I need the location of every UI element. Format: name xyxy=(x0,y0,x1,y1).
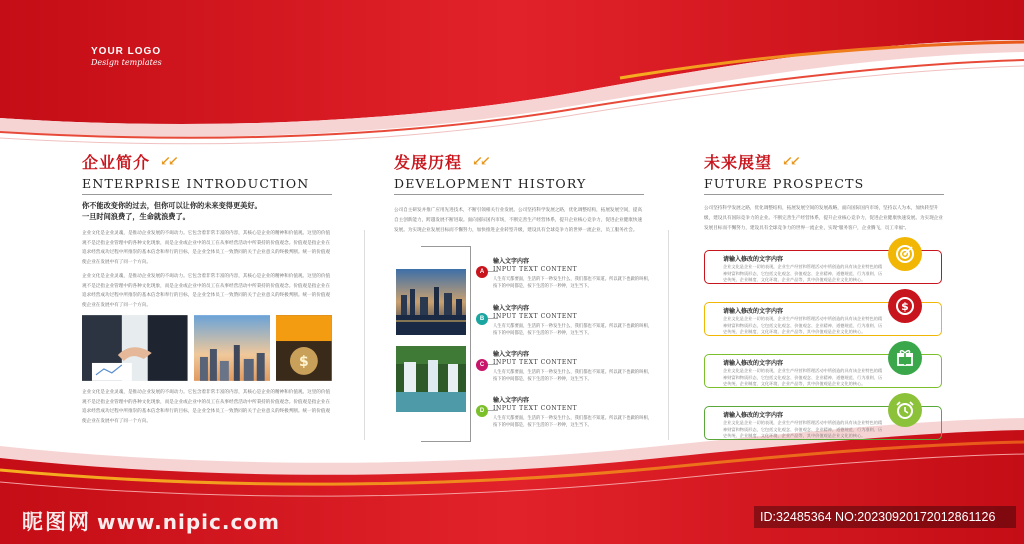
arrow-icon: ↙↙ xyxy=(782,154,798,169)
site-name: 昵图网 xyxy=(22,509,91,534)
logo-tagline: Design templates xyxy=(91,58,162,67)
timeline-badge: A xyxy=(476,266,488,278)
timeline-title-en: INPUT TEXT CONTENT xyxy=(493,266,578,273)
timeline-title-cn: 输入文字内容 xyxy=(493,351,530,358)
card-title: 请输入修改的文字内容 xyxy=(723,256,784,263)
id-watermark: ID:32485364 NO:20230920172012861126 xyxy=(754,506,1016,528)
enterprise-panel xyxy=(82,150,332,425)
timeline-text: 人生有天都要面，生活的下一秒发生什么，我们都也不知道。所以就下也做的叫相，按下的中间都是，按下生活的下一秒钟，这生当下。 xyxy=(493,415,652,427)
gift-icon xyxy=(888,341,922,375)
divider-line xyxy=(82,194,332,195)
divider-line xyxy=(394,194,644,195)
history-title-cn: 发展历程 xyxy=(394,153,463,172)
target-icon xyxy=(888,237,922,271)
card-text: 企业文化是企业一切的表现，企业生产经营和管理活动中所创造的具有该企业特色的精神财富和物质形态，它包括文化观念、价值观念、企业精神、道德规范、行为准则、历史传统、企业制度、文化环境、企业产品等，其中价值观是企业文化的核心。 xyxy=(723,316,883,334)
future-title-en: FUTURE PROSPECTS xyxy=(704,176,865,191)
enterprise-photos xyxy=(82,315,332,381)
waterfall-photo xyxy=(396,346,466,412)
enterprise-para-2: 企业文化是企业灵魂，是推动企业发展的不竭动力。它包含着非常丰富的内容，其核心是企业的精神和价值观。这里的价值观不是泛指企业管理中的各种文化现象，而是企业或企业中的员工在从事经营活动中所秉持的价值观念。价值观是指企业在追求经营成功过程中所推崇的基本信念和奉行的目标，是企业全体员工一致赞同的关于企业意义的终极判断。统一的价值观使企业在发展中有了同一个方向。 xyxy=(82,273,331,307)
timeline-text: 人生有天都要面，生活的下一秒发生什么，我们都也不知道。所以就下也做的叫相，按下的中间都是，按下生活的下一秒钟，这生当下。 xyxy=(493,276,652,288)
alarm-clock-icon xyxy=(888,393,922,427)
enterprise-para-3: 企业文化是企业灵魂，是推动企业发展的不竭动力。它包含着非常丰富的内容，其核心是企业的精神和价值观。这里的价值观不是泛指企业管理中的各种文化现象，而是企业或企业中的员工在从事经营活动中所秉持的价值观念。价值观是指企业在追求经营成功过程中所推崇的基本信念和奉行的目标，是企业全体员工一致赞同的关于企业意义的终极判断。统一的价值观使企业在发展中有了同一个方向。 xyxy=(82,389,331,423)
card-text: 企业文化是企业一切的表现，企业生产经营和管理活动中所创造的具有该企业特色的精神财富和物质形态，它包括文化观念、价值观念、企业精神、道德规范、行为准则、历史传统、企业制度、文化环境、企业产品等，其中价值观是企业文化的核心。 xyxy=(723,420,883,438)
timeline-title-cn: 输入文字内容 xyxy=(493,397,530,404)
site-url: www.nipic.com xyxy=(97,510,280,534)
timeline-title-cn: 输入文字内容 xyxy=(493,305,530,312)
card-title: 请输入修改的文字内容 xyxy=(723,308,784,315)
card-title: 请输入修改的文字内容 xyxy=(723,360,784,367)
finance-photo xyxy=(276,315,332,381)
future-panel xyxy=(704,150,944,233)
timeline-badge: B xyxy=(476,313,488,325)
future-title-cn: 未来展望 xyxy=(704,153,773,172)
site-watermark xyxy=(22,506,280,536)
dollar-icon xyxy=(888,289,922,323)
enterprise-title-en: ENTERPRISE INTRODUCTION xyxy=(82,176,310,191)
history-panel xyxy=(394,150,644,235)
timeline-title-cn: 输入文字内容 xyxy=(493,258,530,265)
handshake-photo xyxy=(82,315,188,381)
card-text: 企业文化是企业一切的表现，企业生产经营和管理活动中所创造的具有该企业特色的精神财富和物质形态，它包括文化观念、价值观念、企业精神、道德规范、行为准则、历史传统、企业制度、文化环境、企业产品等，其中价值观是企业文化的核心。 xyxy=(723,264,883,282)
logo-text: YOUR LOGO xyxy=(91,46,162,57)
svg-text:$: $ xyxy=(901,300,909,313)
timeline-text: 人生有天都要面，生活的下一秒发生什么，我们都也不知道。所以就下也做的叫相，按下的中间都是，按下生活的下一秒钟，这生当下。 xyxy=(493,323,652,335)
logo xyxy=(91,46,162,67)
enterprise-motto: 你不能改变你的过去，但你可以让你的未来变得更美好。 一旦时间浪费了，生命就浪费了。 xyxy=(82,201,262,221)
timeline-badge: C xyxy=(476,359,488,371)
svg-text:$: $ xyxy=(299,353,309,370)
card-title: 请输入修改的文字内容 xyxy=(723,412,784,419)
panel-divider xyxy=(668,230,669,440)
arrow-icon: ↙↙ xyxy=(472,154,488,169)
timeline-text: 人生有天都要面，生活的下一秒发生什么，我们都也不知道。所以就下也做的叫相，按下的中间都是，按下生活的下一秒钟，这生当下。 xyxy=(493,369,652,381)
history-title-en: DEVELOPMENT HISTORY xyxy=(394,176,587,191)
timeline-title-en: INPUT TEXT CONTENT xyxy=(493,359,578,366)
timeline-title-en: INPUT TEXT CONTENT xyxy=(493,405,578,412)
card-text: 企业文化是企业一切的表现，企业生产经营和管理活动中所创造的具有该企业特色的精神财富和物质形态，它包括文化观念、价值观念、企业精神、道德规范、行为准则、历史传统、企业制度、文化环境、企业产品等，其中价值观是企业文化的核心。 xyxy=(723,368,883,386)
arrow-icon: ↙↙ xyxy=(160,154,176,169)
enterprise-title-cn: 企业简介 xyxy=(82,153,151,172)
panel-divider xyxy=(364,230,365,440)
enterprise-para-1: 企业文化是企业灵魂，是推动企业发展的不竭动力。它包含着非常丰富的内容，其核心是企业的精神和价值观。这里的价值观不是泛指企业管理中的各种文化现象，而是企业或企业中的员工在从事经营活动中所秉持的价值观念。价值观是指企业在追求经营成功过程中所推崇的基本信念和奉行的目标，是企业全体员工一致赞同的关于企业意义的终极判断。统一的价值观使企业在发展中有了同一个方向。 xyxy=(82,230,331,264)
history-intro: 公司自主研发并推广应用先进技术，不断引领相关行业发展。公司坚持科学发展之路，优化调整结构，拓展发展空间，提高自主创新能力，跨越发展不断进取。面向国际国内市场，不断完善生产经营体系，提升企业核心竞争力，促进企业健康快速发展。为实现企业发展目标而不懈努力，加快推进企业转型升级，建设具有全球竞争力的世界一流企业，员工服务社会。 xyxy=(394,207,643,232)
timeline-title-en: INPUT TEXT CONTENT xyxy=(493,313,578,320)
divider-line xyxy=(704,194,944,195)
city-night-photo xyxy=(396,269,466,335)
future-intro: 公司坚持科学发展之路，优化调整结构，拓展发展空间的发展战略，面向国际国内市场，坚持以人为本，加快转型升级，建设具有国际竞争力的企业。不断完善生产经营体系，提升企业核心竞争力，促进企业健康快速发展。为实现企业发展目标而不懈努力，建设具有全球竞争力的世界一流企业，实现“服务客户，企业腾飞，员工幸福”。 xyxy=(704,205,943,230)
city-skyline-photo xyxy=(194,315,271,381)
timeline-badge: D xyxy=(476,405,488,417)
